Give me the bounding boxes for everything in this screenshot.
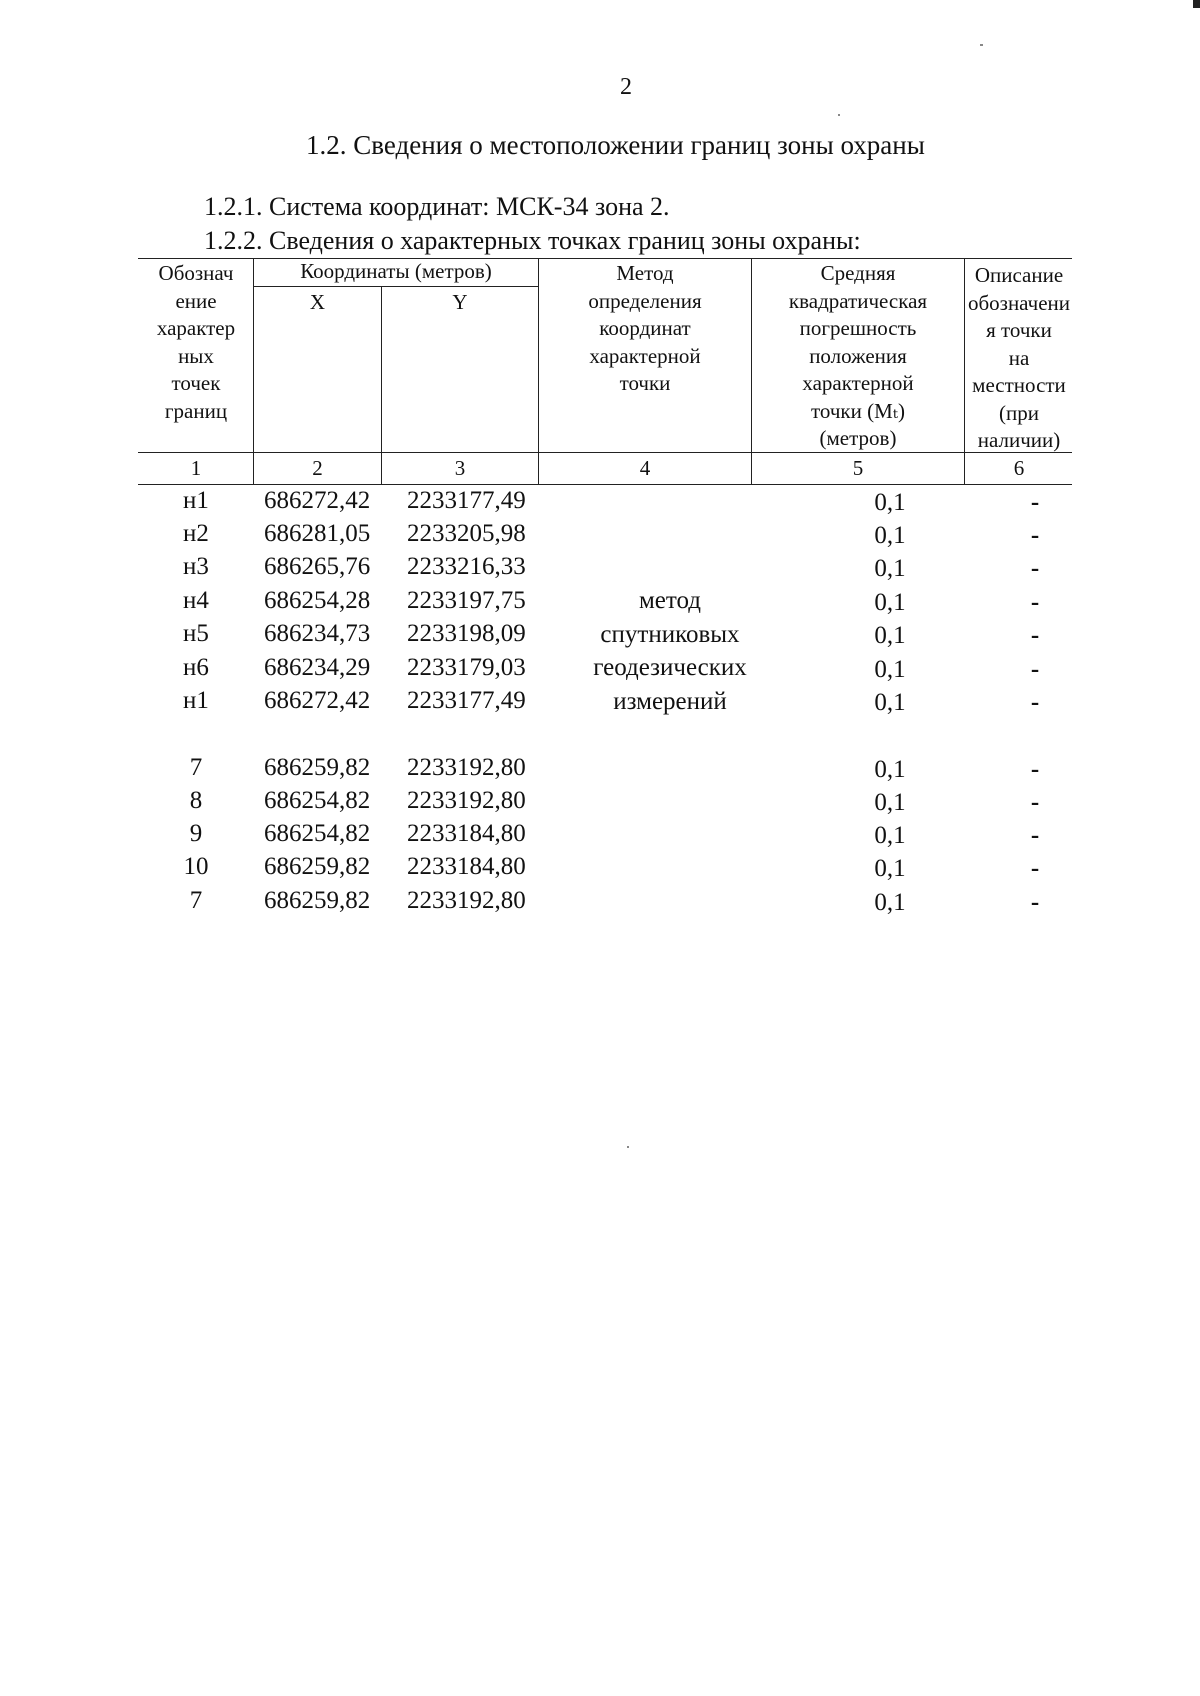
header-description: Описание обозначени я точки на местности (при наличии): [967, 263, 1071, 452]
header-method: Метод определения координат характерной точки: [588, 261, 702, 395]
description-value: -: [1030, 656, 1040, 683]
x-coordinate: 686254,82: [264, 787, 371, 814]
point-label: н1: [183, 687, 209, 714]
accuracy-value: 0,1: [874, 889, 906, 916]
x-coordinate: 686259,82: [264, 754, 371, 781]
points-title-line: 1.2.2. Сведения о характерных точках границ зоны охраны:: [204, 226, 861, 255]
y-coordinate: 2233197,75: [407, 587, 526, 614]
x-coordinate: 686254,28: [264, 587, 371, 614]
y-coordinate: 2233205,98: [407, 520, 526, 547]
y-coordinate: 2233198,09: [407, 620, 526, 647]
x-coordinate: 686281,05: [264, 520, 371, 547]
header-y: Y: [452, 290, 468, 314]
description-value: -: [1030, 822, 1040, 849]
table-row: [0, 584, 1200, 618]
description-value: -: [1030, 756, 1040, 783]
method-cell: метод спутниковых геодезических измерений: [593, 587, 747, 715]
table-row: [0, 850, 1200, 884]
accuracy-value: 0,1: [874, 789, 906, 816]
point-label: н2: [183, 520, 209, 547]
x-coordinate: 686265,76: [264, 553, 371, 580]
column-divider: [381, 286, 382, 484]
column-divider: [253, 258, 254, 484]
x-coordinate: 686272,42: [264, 687, 371, 714]
column-number: 2: [312, 456, 323, 480]
page-number: 2: [620, 74, 632, 100]
column-number: 5: [852, 456, 864, 480]
point-label: 7: [189, 754, 203, 781]
table-row: [0, 484, 1200, 518]
point-label: 10: [183, 853, 209, 880]
description-value: -: [1030, 789, 1040, 816]
header-point-designation: Обознач ение характер ных точек границ: [156, 261, 236, 423]
y-coordinate: 2233192,80: [407, 754, 526, 781]
y-coordinate: 2233184,80: [407, 853, 526, 880]
description-value: -: [1030, 855, 1040, 882]
point-label: 7: [189, 887, 203, 914]
x-coordinate: 686259,82: [264, 853, 371, 880]
point-label: н6: [183, 654, 209, 681]
description-value: -: [1030, 589, 1040, 616]
accuracy-value: 0,1: [874, 622, 906, 649]
header-coordinates-group: Координаты (метров): [300, 259, 492, 283]
accuracy-value: 0,1: [874, 522, 906, 549]
accuracy-value: 0,1: [874, 756, 906, 783]
y-coordinate: 2233192,80: [407, 887, 526, 914]
point-label: н3: [183, 553, 209, 580]
scan-mark: [627, 1146, 629, 1148]
point-label: 8: [189, 787, 203, 814]
accuracy-value: 0,1: [874, 589, 906, 616]
scan-mark: [980, 44, 983, 46]
table-row: [0, 550, 1200, 584]
table-row: [0, 784, 1200, 818]
column-number: 1: [190, 456, 202, 480]
point-label: н4: [183, 587, 209, 614]
header-x: X: [309, 290, 326, 314]
x-coordinate: 686272,42: [264, 487, 371, 514]
table-row: [0, 684, 1200, 718]
column-number: 3: [454, 456, 466, 480]
column-divider: [751, 258, 752, 484]
point-label: 9: [189, 820, 203, 847]
column-divider: [538, 258, 539, 484]
accuracy-value: 0,1: [874, 822, 906, 849]
scan-mark: [838, 114, 840, 116]
y-coordinate: 2233184,80: [407, 820, 526, 847]
table-row: [0, 884, 1200, 918]
column-number: 6: [1013, 456, 1025, 480]
accuracy-value: 0,1: [874, 555, 906, 582]
description-value: -: [1030, 522, 1040, 549]
y-coordinate: 2233177,49: [407, 487, 526, 514]
coordinate-system-line: 1.2.1. Система координат: МСК-34 зона 2.: [204, 192, 670, 221]
x-coordinate: 686234,73: [264, 620, 371, 647]
x-coordinate: 686254,82: [264, 820, 371, 847]
point-label: н5: [183, 620, 209, 647]
table-row: [0, 817, 1200, 851]
description-value: -: [1030, 622, 1040, 649]
y-coordinate: 2233177,49: [407, 687, 526, 714]
y-coordinate: 2233216,33: [407, 553, 526, 580]
description-value: -: [1030, 689, 1040, 716]
y-coordinate: 2233179,03: [407, 654, 526, 681]
description-value: -: [1030, 889, 1040, 916]
description-value: -: [1030, 489, 1040, 516]
x-coordinate: 686259,82: [264, 887, 371, 914]
point-label: н1: [183, 487, 209, 514]
y-coordinate: 2233192,80: [407, 787, 526, 814]
table-row: [0, 617, 1200, 651]
description-value: -: [1030, 555, 1040, 582]
accuracy-value: 0,1: [874, 689, 906, 716]
coords-group-underline: [253, 286, 538, 287]
accuracy-value: 0,1: [874, 489, 906, 516]
accuracy-value: 0,1: [874, 656, 906, 683]
column-divider: [964, 258, 965, 484]
scan-mark: [1193, 0, 1200, 8]
table-row: [0, 517, 1200, 551]
column-number: 4: [639, 456, 651, 480]
header-accuracy: Средняя квадратическая погрешность положения характерной точки (Mₜ) (метров): [788, 261, 928, 450]
accuracy-value: 0,1: [874, 855, 906, 882]
table-row: [0, 751, 1200, 785]
x-coordinate: 686234,29: [264, 654, 371, 681]
section-title: 1.2. Сведения о местоположении границ зоны охраны: [306, 130, 925, 160]
table-row: [0, 651, 1200, 685]
